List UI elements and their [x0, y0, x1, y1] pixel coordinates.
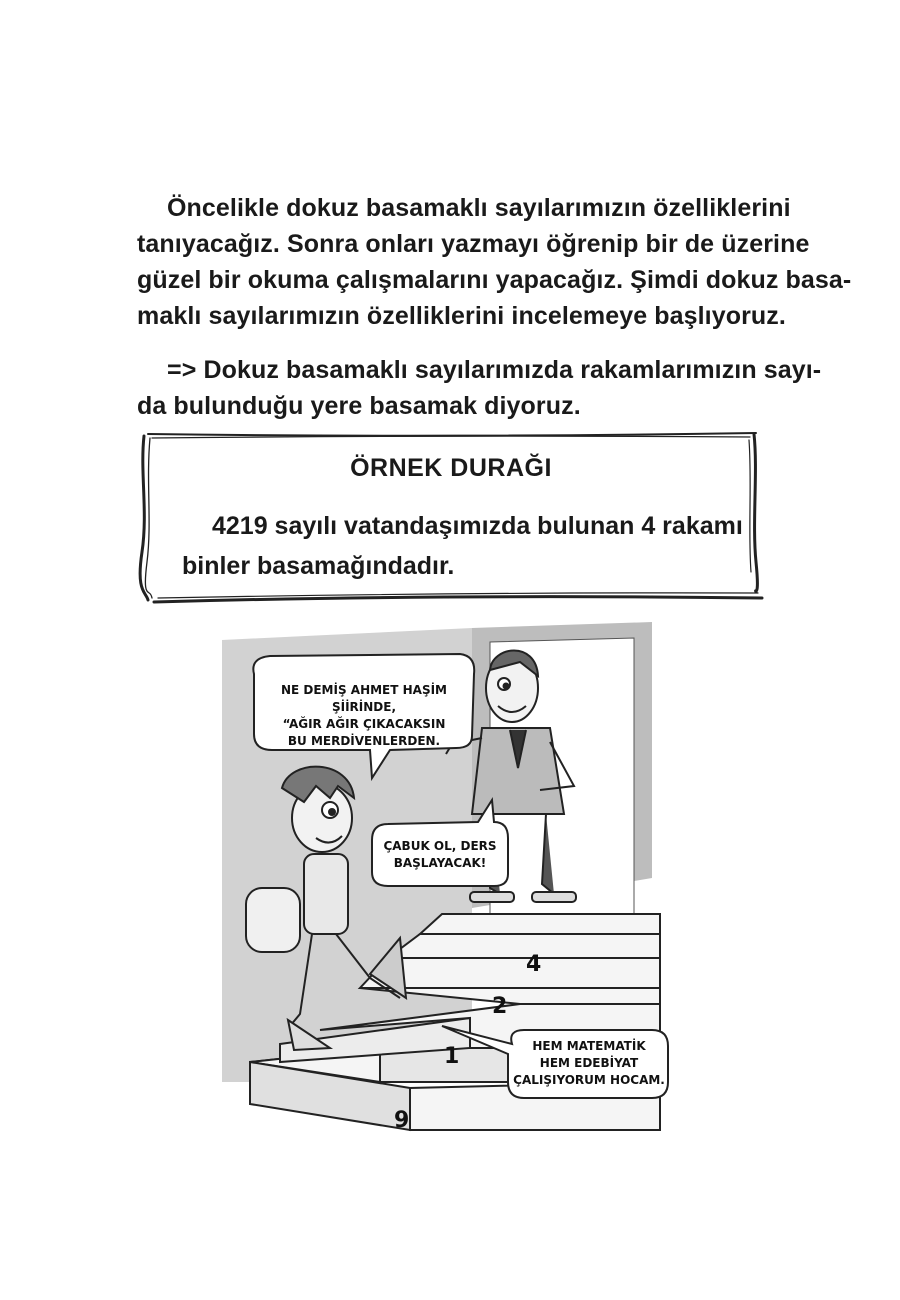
definition-line-2: da bulunduğu yere basamak diyoruz.	[137, 392, 581, 420]
example-line-2: binler basamağındadır.	[182, 552, 455, 580]
definition-paragraph	[137, 352, 822, 424]
top-bubble-line-3: BU MERDİVENLERDEN.	[287, 734, 441, 748]
intro-line-2: tanıyacağız. Sonra onları yazmayı öğrenip bir de üzerine	[137, 230, 810, 258]
intro-line-1: Öncelikle dokuz basamaklı sayılarımızın özelliklerini	[167, 194, 791, 222]
example-line-1: 4219 sayılı vatandaşımızda bulunan 4 rakamı	[212, 512, 743, 540]
example-box	[138, 432, 764, 604]
step-number-9: 9	[394, 1108, 410, 1133]
staircase-illustration	[220, 618, 680, 1148]
intro-paragraph	[137, 190, 852, 334]
middle-bubble-text	[374, 838, 506, 872]
example-box-title: ÖRNEK DURAĞI	[350, 454, 552, 482]
top-bubble-text	[256, 682, 472, 750]
bottom-bubble-line-1: HEM MATEMATİK	[532, 1039, 646, 1053]
step-number-2: 2	[492, 994, 508, 1019]
bottom-bubble-line-3: ÇALIŞIYORUM HOCAM.	[513, 1073, 665, 1087]
middle-bubble-line-1: ÇABUK OL, DERS	[383, 839, 497, 853]
intro-line-3: güzel bir okuma çalışmalarını yapacağız. Şimdi dokuz basa-	[137, 266, 852, 294]
top-bubble-line-1: NE DEMİŞ AHMET HAŞİM ŞİİRİNDE,	[280, 683, 447, 714]
top-bubble-line-2: “AĞIR AĞIR ÇIKACAKSIN	[282, 717, 446, 731]
middle-bubble-line-2: BAŞLAYACAK!	[393, 856, 487, 870]
step-number-1: 1	[444, 1044, 460, 1069]
example-box-text	[182, 506, 743, 586]
bottom-bubble-line-2: HEM EDEBİYAT	[539, 1056, 639, 1070]
definition-line-1: => Dokuz basamaklı sayılarımızda rakamlarımızın sayı-	[167, 356, 822, 384]
intro-line-4: maklı sayılarımızın özelliklerini incelemeye başlıyoruz.	[137, 302, 786, 330]
bottom-bubble-text	[510, 1038, 668, 1089]
step-number-4: 4	[526, 952, 542, 977]
